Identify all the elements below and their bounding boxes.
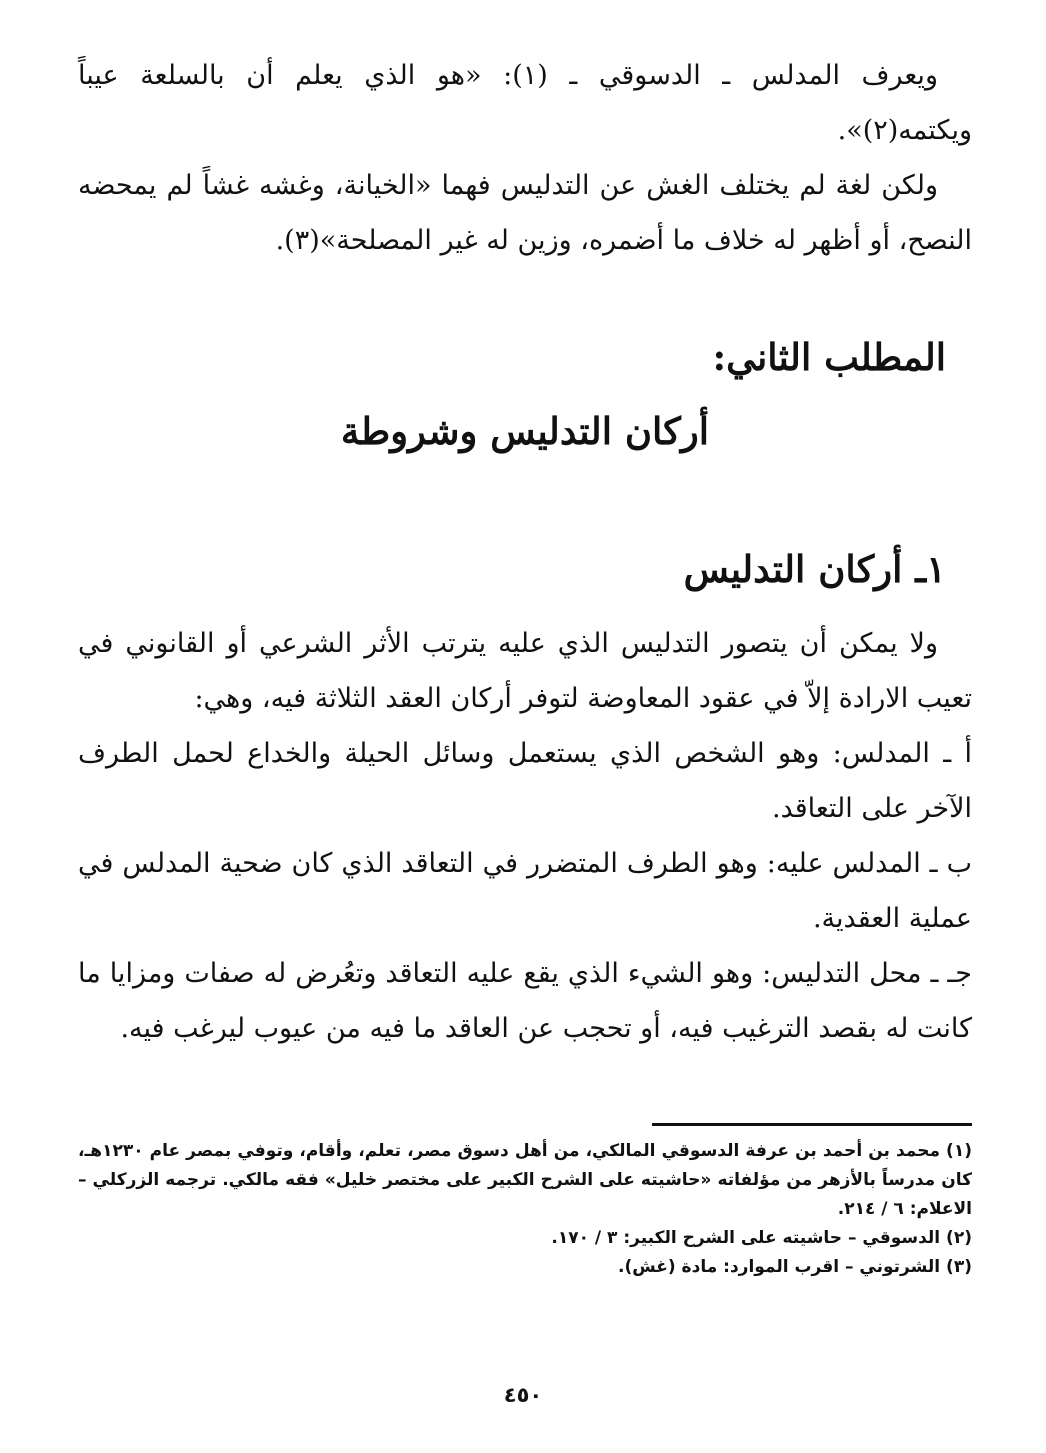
footnote-2: (٢) الدسوقي – حاشيته على الشرح الكبير: ٣ / ١٧٠.	[551, 1228, 972, 1248]
list-item-c: جـ ـ محل التدليس: وهو الشيء الذي يقع عليه التعاقد وتعُرض له صفات ومزايا ما كانت له بقصد الترغيب فيه، أو تحجب عن العاقد ما فيه من عيوب ليرغب فيه.	[78, 958, 972, 1044]
footnote-3: (٣) الشرتوني – اقرب الموارد: مادة (غش).	[618, 1257, 972, 1277]
subsection-heading: ١ـ أركان التدليس	[683, 547, 946, 591]
footnote-1: (١) محمد بن أحمد بن عرفة الدسوقي المالكي، من أهل دسوق مصر، تعلم، وأقام، وتوفي بمصر عام ١٢٣٠هـ، كان مدرساً بالأزهر من مؤلفاته «حاشيته على الشرح الكبير على مختصر خليل» فقه مالكي. ترجمه الزركلي – الاعلام: ٦ / ٢١٤.	[78, 1141, 972, 1219]
paragraph-definition: ويعرف المدلس ـ الدسوقي ـ (١): «هو الذي يعلم أن بالسلعة عيباً ويكتمه(٢)».	[78, 60, 972, 146]
page-body	[78, 48, 972, 1056]
section-title: أركان التدليس وشروطة	[340, 409, 710, 453]
paragraph-linguistic: ولكن لغة لم يختلف الغش عن التدليس فهما «الخيانة، وغشه غشاً لم يمحضه النصح، أو أظهر له خلاف ما أضمره، وزين له غير المصلحة»(٣).	[78, 170, 972, 256]
list-item-a: أ ـ المدلس: وهو الشخص الذي يستعمل وسائل الحيلة والخداع لحمل الطرف الآخر على التعاقد.	[78, 738, 972, 824]
footnote-divider	[652, 1123, 972, 1126]
page-number: ٤٥٠	[503, 1383, 543, 1407]
list-item-b: ب ـ المدلس عليه: وهو الطرف المتضرر في التعاقد الذي كان ضحية المدلس في عملية العقدية.	[78, 848, 972, 934]
section-heading: المطلب الثاني:	[712, 335, 946, 379]
footnotes	[78, 1137, 972, 1282]
paragraph-intro: ولا يمكن أن يتصور التدليس الذي عليه يترتب الأثر الشرعي أو القانوني في تعيب الارادة إلاّ في عقود المعاوضة لتوفر أركان العقد الثلاثة فيه، وهي:	[78, 628, 972, 714]
